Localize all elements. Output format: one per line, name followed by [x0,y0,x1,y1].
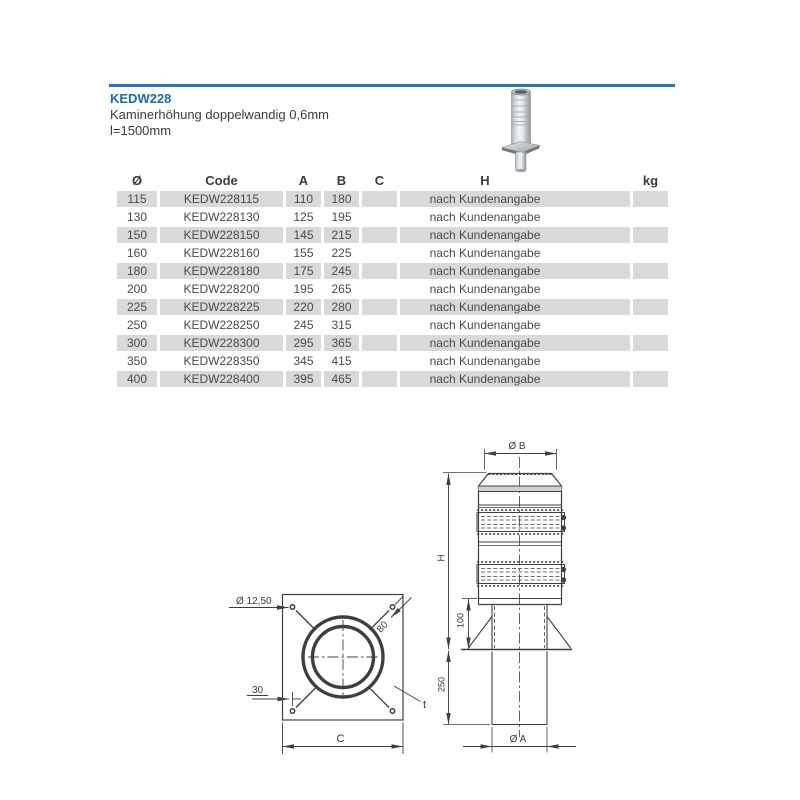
col-header-b: B [336,173,347,188]
cell-a: 220 [286,299,321,315]
cell-diameter: 130 [126,210,148,224]
table-row [117,371,668,387]
cell-diameter: 400 [117,371,157,387]
cell-h: nach Kundenangabe [400,371,630,387]
cell-h: nach Kundenangabe [429,354,541,368]
cell-diameter: 160 [126,246,148,260]
outer-shell-outline [479,474,562,605]
locking-band [477,565,565,584]
cell-a: 145 [286,227,321,243]
outer-diameter-label: Ø B [508,441,526,452]
cell-kg [633,299,668,315]
bolt-hole [290,605,294,609]
product-code-link[interactable]: KEDW228400 [160,371,283,387]
gusset [468,617,492,649]
cell-c [362,281,397,297]
band-bolt [561,577,566,582]
product-code-link[interactable]: KEDW228115 [160,191,283,207]
cell-diameter: 250 [126,318,148,332]
cell-b: 465 [324,371,359,387]
cell-b: 280 [324,299,359,315]
diagonal-dim-label: 80 [375,619,391,636]
edge-offset-label: 30 [251,685,264,696]
cell-a: 295 [286,335,321,351]
cell-b: 195 [331,210,352,224]
product-code-link[interactable]: KEDW228300 [160,335,283,351]
product-code-link[interactable]: KEDW228225 [160,299,283,315]
insert-dim-label: 250 [436,676,447,693]
cell-b: 215 [324,227,359,243]
product-code-link[interactable]: KEDW228160 [183,246,260,260]
cell-diameter: 225 [117,299,157,315]
product-code-link[interactable]: KEDW228250 [183,318,260,332]
cell-diameter: 350 [126,354,148,368]
cell-kg [633,335,668,351]
cell-diameter: 300 [117,335,157,351]
cell-c [362,353,397,369]
product-code-link[interactable]: KEDW228200 [183,282,260,296]
cell-a: 245 [293,318,314,332]
cell-h: nach Kundenangabe [400,191,630,207]
cell-c [362,191,397,207]
cell-c [362,263,397,279]
cell-a: 345 [293,354,314,368]
cell-kg [633,191,668,207]
table-row [117,281,668,297]
col-header-h: H [480,173,490,188]
cell-a: 395 [286,371,321,387]
cell-c [362,335,397,351]
table-row [117,353,668,369]
cell-h: nach Kundenangabe [429,318,541,332]
cell-b: 245 [324,263,359,279]
table-row [117,209,668,225]
cell-diameter: 180 [117,263,157,279]
table-row [117,335,668,351]
cell-b: 415 [331,354,352,368]
cell-a: 195 [293,282,314,296]
cell-b: 365 [324,335,359,351]
col-header-c: C [374,173,385,188]
side-view-drawing [425,435,610,765]
description-line-2: l=1500mm [110,123,172,138]
table-row [117,299,668,315]
product-code-link[interactable]: KEDW228150 [160,227,283,243]
inner-diameter-label: Ø A [509,734,527,745]
height-dim-label: H [436,554,448,562]
cell-kg [633,281,668,297]
cell-c [362,299,397,315]
plate-width-label: C [336,733,345,745]
cell-h: nach Kundenangabe [429,282,541,296]
product-description [110,107,329,139]
cell-h: nach Kundenangabe [400,227,630,243]
thickness-label: t [423,699,427,711]
bolt-hole [390,709,394,713]
cell-a: 175 [286,263,321,279]
band-bolt [561,567,566,572]
table-body [117,191,668,387]
cell-c [362,245,397,261]
cell-kg [633,209,668,225]
bolt-hole [290,709,294,713]
locking-band [477,513,565,532]
cell-b: 225 [331,246,352,260]
cell-kg [633,371,668,387]
cell-diameter: 200 [126,282,148,296]
cell-c [362,317,397,333]
cell-h: nach Kundenangabe [429,246,541,260]
cell-kg [633,317,668,333]
table-row [117,245,668,261]
cell-b: 180 [324,191,359,207]
cell-kg [633,263,668,279]
cell-a: 155 [293,246,314,260]
col-header-diameter: Ø [131,173,143,188]
product-code-link[interactable]: KEDW228180 [160,263,283,279]
product-code-link[interactable]: KEDW228130 [183,210,260,224]
table-header-row [117,172,668,189]
table-row [117,191,668,207]
cell-kg [633,227,668,243]
cell-kg [633,353,668,369]
page-title: KEDW228 [110,91,172,106]
cell-a: 110 [286,191,321,207]
cell-diameter: 150 [117,227,157,243]
cell-c [362,227,397,243]
cell-b: 315 [331,318,352,332]
col-header-code: Code [205,173,238,188]
collar-dim-label: 100 [455,612,466,629]
product-photo [483,85,558,177]
cell-b: 265 [331,282,352,296]
bolt-hole [390,605,394,609]
product-table [117,172,668,387]
cell-h: nach Kundenangabe [400,263,630,279]
cell-h: nach Kundenangabe [429,210,541,224]
description-line-1: Kaminerhöhung doppelwandig 0,6mm [110,107,329,122]
flange-top-view-drawing [228,585,440,760]
band-bolt [561,525,566,530]
table-row [117,227,668,243]
cell-kg [633,245,668,261]
hole-diameter-label: Ø 12,50 [236,596,272,607]
cell-diameter: 115 [117,191,157,207]
top-divider-rule [109,84,675,87]
band-bolt [561,515,566,520]
col-header-kg: kg [642,173,659,188]
gusset [547,617,571,649]
cell-a: 125 [293,210,314,224]
product-code-link[interactable]: KEDW228350 [183,354,260,368]
table-row [117,317,668,333]
cell-c [362,209,397,225]
cell-c [362,371,397,387]
table-row [117,263,668,279]
cell-h: nach Kundenangabe [400,299,630,315]
cell-h: nach Kundenangabe [400,335,630,351]
col-header-a: A [298,173,309,188]
